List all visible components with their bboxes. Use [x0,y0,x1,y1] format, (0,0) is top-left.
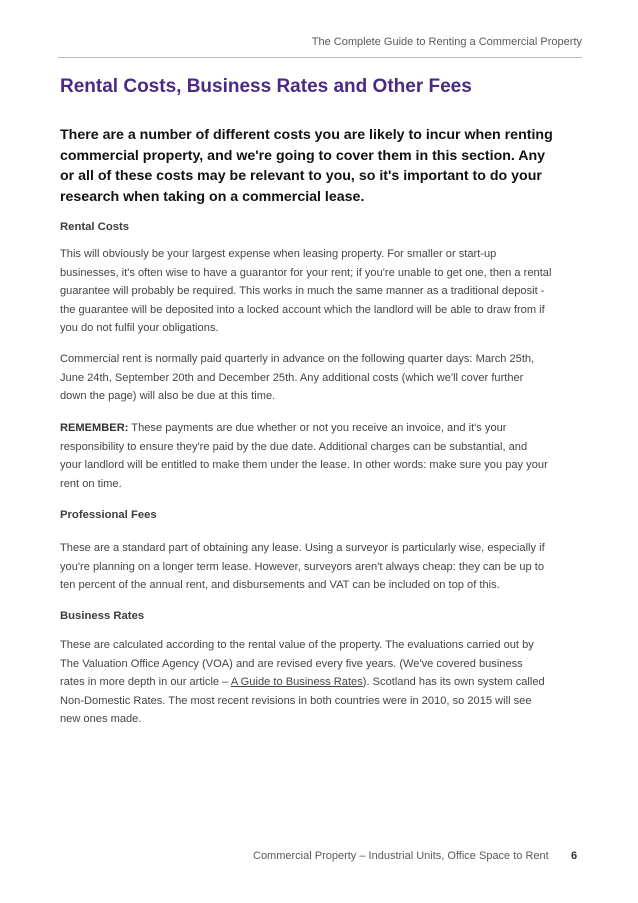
rental-costs-heading: Rental Costs [60,221,130,233]
text-line: Commercial rent is normally paid quarterly in advance on the following quarter days: March 25th, [60,353,535,365]
text-line: your landlord will be entitled to make them under the lease. In other words: make sure you pay your [60,459,548,472]
text-line: responsibility to ensure they're paid by the due date. Additional charges can be substantial, and [60,440,528,453]
business-rates-paragraph [60,636,585,729]
intro-line: There are a number of different costs you are likely to incur when renting [60,127,553,143]
header-divider [58,57,582,58]
text-line: Non-Domestic Rates. The most recent revisions in both countries were in 2010, so 2015 will see [60,694,532,707]
intro-line: research when taking on a commercial lease. [60,188,365,205]
running-header: The Complete Guide to Renting a Commercial Property [311,36,582,48]
text-line: businesses, it's often wise to have a guarantor for your rent; if you're unable to get one, then a rental [60,266,552,279]
text-line: June 24th, September 20th and December 25th. Any additional costs (which we'll cover further [60,371,524,384]
text-line: down the page) will also be due at this time. [60,390,276,403]
rental-costs-paragraph-1 [60,245,585,338]
text-line: guarantee will probably be required. This works in much the same manner as a traditional deposit - [60,285,545,298]
text-line: These are calculated according to the rental value of the property. The evaluations carried out by [60,639,534,651]
rental-costs-paragraph-2 [60,350,585,406]
page-number: 6 [571,850,578,862]
text-line: rent on time. [60,477,122,490]
text-line: the guarantee will be deposited into a locked account which the landlord will be able to draw from if [60,303,545,316]
professional-fees-paragraph [60,539,585,595]
text-line: This will obviously be your largest expense when leasing property. For smaller or start-up [60,248,497,260]
text-line: ten percent of the annual rent, and disbursements and VAT can be included on top of this. [60,579,500,592]
text-line: These are a standard part of obtaining any lease. Using a surveyor is particularly wise, especially if [60,542,545,554]
intro-line: or all of these costs may be relevant to you, so it's important to do your [60,168,542,184]
intro-line: commercial property, and we're going to cover them in this section. Any [60,147,546,164]
page-footer: Commercial Property – Industrial Units, Office Space to Rent [253,850,549,862]
text-line [60,673,585,692]
professional-fees-heading: Professional Fees [60,509,157,521]
text-line: new ones made. [60,713,142,726]
remember-paragraph [60,419,585,493]
text-fragment: rates in more depth in our article – [60,676,231,689]
business-rates-heading: Business Rates [60,610,145,622]
intro-paragraph [60,125,585,207]
section-title: Rental Costs, Business Rates and Other Fees [60,76,472,97]
text-line: you're planning on a longer term lease. However, surveyors aren't always cheap: they can be up to [60,560,545,573]
remember-label: REMEMBER: [60,422,129,434]
text-fragment: ). Scotland has its own system called [362,676,545,689]
text-line [60,419,585,438]
text-line: The Valuation Office Agency (VOA) and are revised every five years. (We've covered business [60,657,523,670]
remember-text: These payments are due whether or not you receive an invoice, and it's your [128,422,507,434]
business-rates-guide-link[interactable]: A Guide to Business Rates [230,676,363,689]
text-line: you do not fulfil your obligations. [60,322,219,335]
